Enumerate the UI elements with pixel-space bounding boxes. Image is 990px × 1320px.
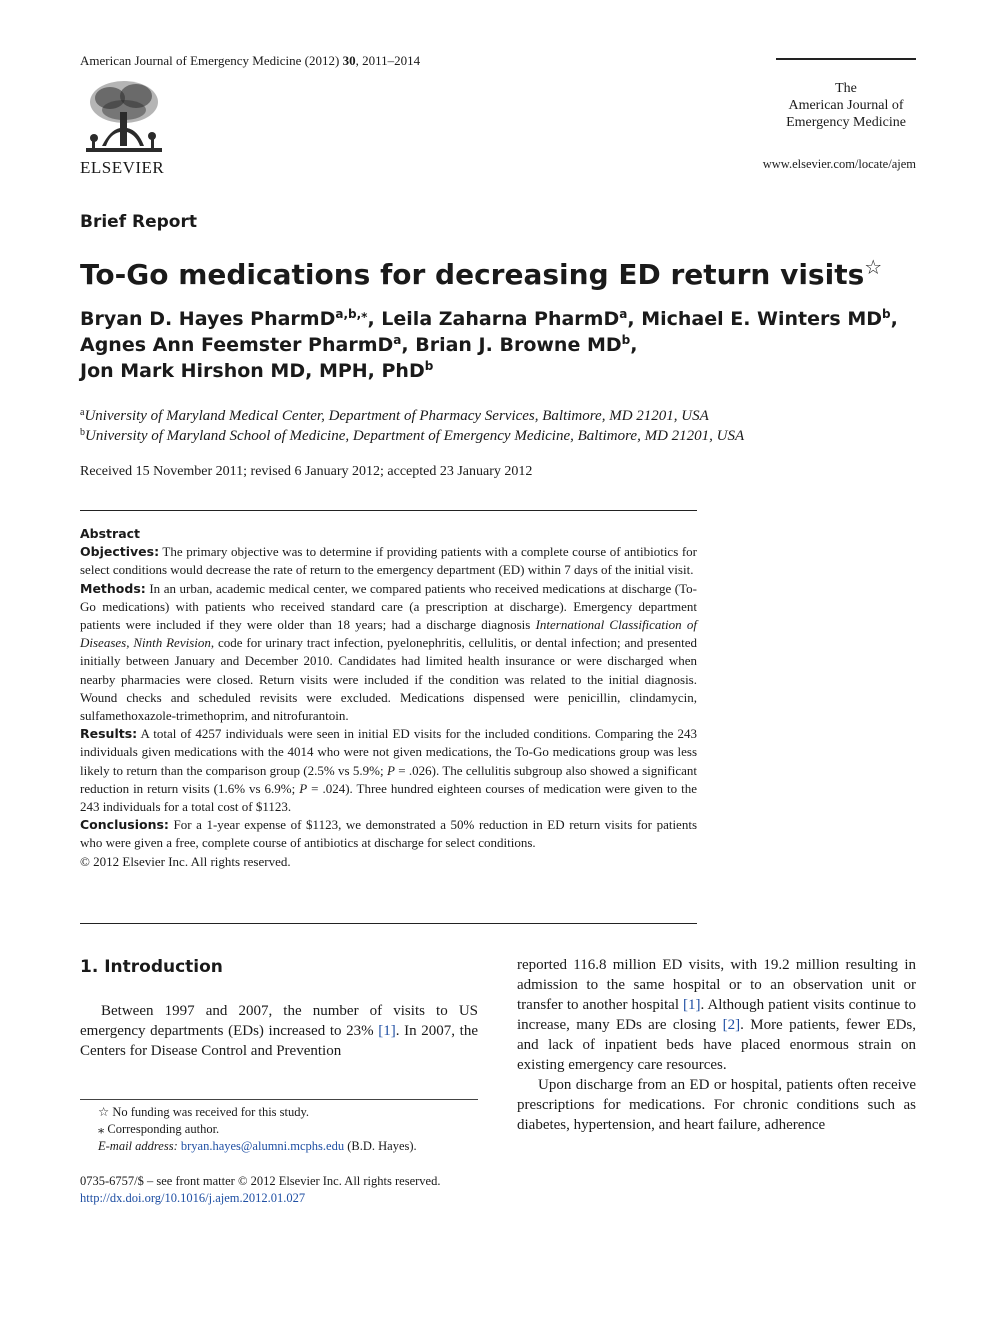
abstract-results: Results: A total of 4257 individuals were seen in initial ED visits for the included conditions. Comparing the 243 individuals given medications with the 4014 who were not given medications, the To-Go medications group was less likely to return than the comparison group (2.5% vs 5.9%; P = .026). The cellulitis subgroup also showed a significant reduction in return visits (1.6% vs 6.9%; P = .024). Three hundred eighteen courses of medication were given to the 243 individuals for a total cost of $1123. [80, 726, 698, 815]
abstract-bottom-rule [80, 923, 697, 924]
abstract-top-rule [80, 510, 697, 511]
footnotes [80, 1104, 480, 1155]
body-column-left [80, 1001, 478, 1061]
doi-link[interactable]: http://dx.doi.org/10.1016/j.ajem.2012.01.027 [80, 1191, 306, 1205]
section-heading-introduction: 1. Introduction [80, 957, 223, 977]
footnote-corresponding: ⁎ Corresponding author. [98, 1122, 220, 1136]
body-paragraph: reported 116.8 million ED visits, with 19.2 million resulting in admission to the same hospital or to an observation unit or transfer to another hospital [1]. Although patient visits continue to increase, many EDs are closing [2]. More patients, fewer EDs, and lack of inpatient beds have placed enormous strain on existing emergency care resources. [517, 957, 916, 1073]
journal-volume: 30 [342, 53, 356, 68]
footnote-email: E-mail address: bryan.hayes@alumni.mcphs.edu (B.D. Hayes). [98, 1139, 417, 1153]
journal-masthead [776, 58, 916, 131]
footnote-star-icon: ☆ [98, 1105, 110, 1119]
elsevier-logo [80, 78, 172, 178]
citation-link[interactable]: [1] [378, 1023, 396, 1039]
front-matter [80, 1173, 440, 1207]
abstract-conclusions: Conclusions: For a 1-year expense of $1123, we demonstrated a 50% reduction in ED return visits for patients who were given a free, complete course of antibiotics at discharge for select conditions. [80, 817, 697, 851]
citation-link[interactable]: [2] [722, 1017, 741, 1033]
journal-name: American Journal of Emergency Medicine (2012) [80, 53, 343, 68]
affiliations [80, 406, 744, 446]
citation-link[interactable]: [1] [683, 997, 701, 1013]
author[interactable]: Jon Mark Hirshon MD, MPH, PhD$^b$ [80, 359, 434, 382]
journal-pages: , 2011–2014 [355, 53, 421, 68]
masthead-line: Emergency Medicine [786, 115, 906, 130]
affiliation: $^a$University of Maryland Medical Center, Department of Pharmacy Services, Baltimore, MD 21201, USA [80, 407, 709, 424]
elsevier-wordmark: ELSEVIER [80, 158, 165, 177]
body-column-right [517, 955, 916, 1135]
masthead-title [776, 80, 916, 131]
journal-reference [80, 53, 420, 69]
abstract-objectives: Objectives: The primary objective was to determine if providing patients with a complete course of antibiotics for select conditions would decrease the rate of return to the emergency department (ED) within 7 days of the initial visit. [80, 544, 697, 578]
footnote-rule [80, 1099, 478, 1100]
masthead-line: The [835, 81, 857, 96]
author[interactable]: Bryan D. Hayes PharmD$^{a,b,⁎}$ [80, 307, 368, 330]
masthead-line: American Journal of [788, 98, 904, 113]
issn-line: 0735-6757/$ – see front matter © 2012 Elsevier Inc. All rights reserved. [80, 1174, 441, 1188]
author-list: Bryan D. Hayes PharmD$^{a,b,⁎}$, Leila Zaharna PharmD$^a$, Michael E. Winters $MD^b$, Agnes Ann Feemster PharmD$^a$, Brian J. Browne $MD^b$, Jon Mark Hirshon MD, MPH, PhD$^b$ [80, 307, 898, 382]
footnote-funding: ☆ No funding was received for this study. [98, 1105, 310, 1119]
author[interactable]: Brian J. Browne $MD^b$ [415, 333, 631, 356]
section-label: Brief Report [80, 212, 197, 232]
abstract-copyright: © 2012 Elsevier Inc. All rights reserved. [80, 853, 291, 869]
journal-url[interactable]: www.elsevier.com/locate/ajem [762, 157, 916, 171]
article-dates: Received 15 November 2011; revised 6 January 2012; accepted 23 January 2012 [80, 464, 533, 479]
body-paragraph: Between 1997 and 2007, the number of visits to US emergency departments (EDs) increased to 23% [1]. In 2007, the Centers for Disease Control and Prevention [80, 1003, 478, 1059]
email-link[interactable]: bryan.hayes@alumni.mcphs.edu [180, 1139, 345, 1153]
abstract-methods: Methods: In an urban, academic medical center, we compared patients who received medications at discharge (To-Go medications) with patients who received standard care (a prescription at discharge). Emergency department patients were included if they were older than 18 years; had a discharge diagnosis International Classification of Diseases, Ninth Revision, code for urinary tract infection, pyelonephritis, cellulitis, or dental infection; and presented initially between January and December 2010. Candidates had limited health insurance or were discharged when nearby pharmacies were closed. Return visits were included if the condition was related to the initial diagnosis. Wound checks and scheduled revisits were excluded. Medications dispensed were penicillin, clindamycin, sulfamethoxazole-trimethoprim, and nitrofurantoin. [80, 580, 697, 724]
article-title [80, 255, 882, 291]
abstract [80, 525, 697, 871]
affiliation: $^b$University of Maryland School of Medicine, Department of Emergency Medicine, Baltimore, MD 21201, USA [80, 427, 745, 444]
author[interactable]: Agnes Ann Feemster PharmD$^a$ [80, 333, 402, 356]
article-title-text: To-Go medications for decreasing ED return visits [80, 258, 865, 291]
abstract-heading: Abstract [80, 526, 141, 541]
elsevier-tree-icon [80, 78, 168, 156]
body-paragraph: Upon discharge from an ED or hospital, patients often receive prescriptions for medications. For chronic conditions such as diabetes, hypertension, and heart failure, adherence [517, 1077, 916, 1133]
author[interactable]: Leila Zaharna PharmD$^a$ [381, 307, 628, 330]
footnote-asterisk-icon: ⁎ [98, 1122, 105, 1136]
title-footnote-star-icon[interactable]: ☆ [864, 255, 883, 279]
masthead-rule [776, 58, 916, 60]
author[interactable]: Michael E. Winters $MD^b$ [641, 307, 891, 330]
